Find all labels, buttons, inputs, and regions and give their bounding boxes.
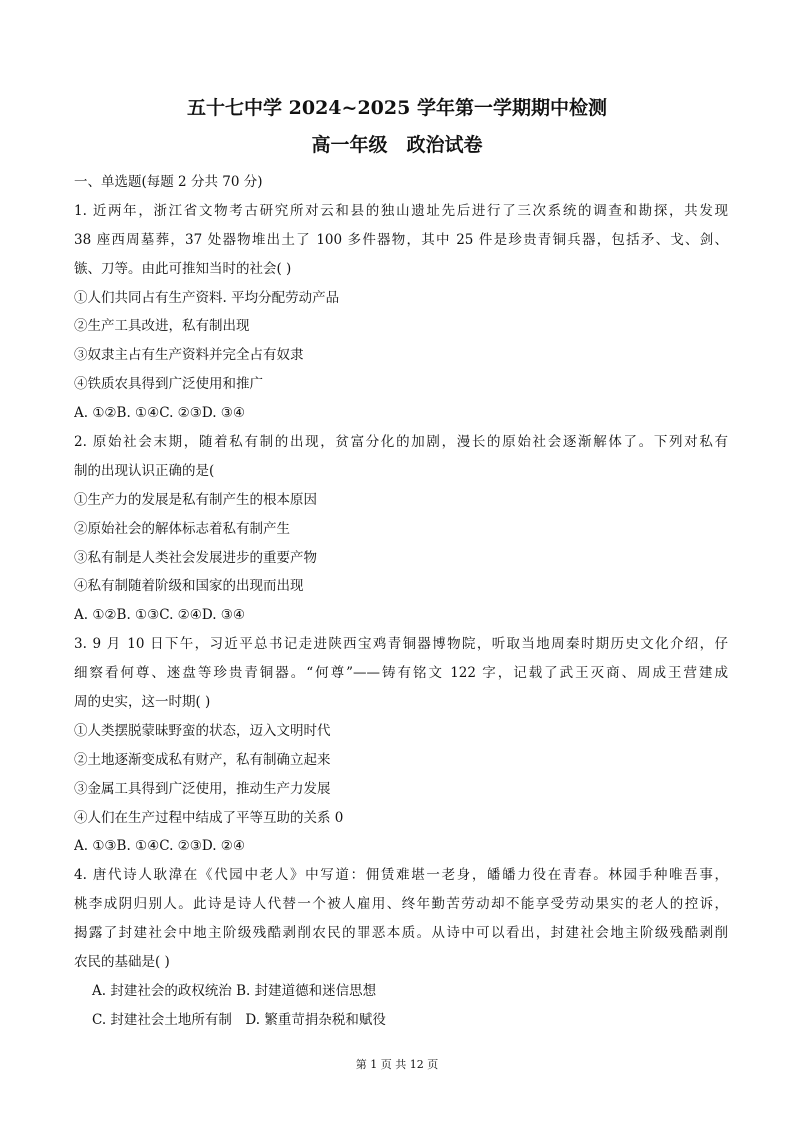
question-stem-line: 揭露了封建社会中地主阶级残酷剥削农民的罪恶本质。从诗中可以看出，封建社会地主阶级残酷剥削 (74, 925, 728, 942)
question-stem-line: 38 座西周墓葬，37 处器物堆出土了 100 多件器物，其中 25 件是珍贵青铜兵器，包括矛、戈、剑、 (74, 231, 728, 248)
statement-item: ①生产力的发展是私有制产生的根本原因 (74, 491, 317, 508)
question-stem-line: 3. 9 月 10 日下午，习近平总书记走进陕西宝鸡青铜器博物院，听取当地周秦时期历史文化介绍，仔 (74, 636, 728, 653)
question-stem-line: 制的出现认识正确的是( (74, 462, 215, 479)
question-stem-line: 细察看何尊、逨盘等珍贵青铜器。“何尊”——铸有铭文 122 字，记载了武王灭商、周成王营建成 (74, 665, 728, 682)
page-number-footer: 第 1 页 共 12 页 (355, 1058, 439, 1071)
answer-options: A. 封建社会的政权统治 B. 封建道德和迷信思想 (92, 982, 377, 999)
exam-title: 五十七中学 2024~2025 学年第一学期期中检测 (187, 97, 607, 119)
statement-item: ③金属工具得到广泛使用，推动生产力发展 (74, 780, 331, 797)
exam-subtitle: 高一年级 政治试卷 (311, 134, 483, 156)
answer-options: A. ①③B. ①④C. ②③D. ②④ (74, 838, 246, 855)
question-stem-line: 4. 唐代诗人耿湋在《代园中老人》中写道：佣赁难堪一老身，皤皤力役在青春。林园手种唯吾事， (74, 867, 728, 884)
question-stem-line: 2. 原始社会末期，随着私有制的出现，贫富分化的加剧，漫长的原始社会逐渐解体了。下列对私有 (74, 434, 728, 451)
statement-item: ②原始社会的解体标志着私有制产生 (74, 520, 290, 537)
statement-item: ②土地逐渐变成私有财产，私有制确立起来 (74, 751, 331, 768)
answer-options: C. 封建社会土地所有制 D. 繁重苛捐杂税和赋役 (92, 1011, 386, 1028)
answer-options: A. ①②B. ①④C. ②③D. ③④ (74, 405, 246, 422)
question-3 (74, 630, 728, 861)
question-4 (74, 861, 728, 1034)
section-heading: 一、单选题(每题 2 分共 70 分) (74, 174, 263, 190)
question-1 (74, 197, 728, 428)
statement-item: ④铁质农具得到广泛使用和推广 (74, 376, 263, 393)
question-stem-line: 桃李成阴归别人。此诗是诗人代替一个被人雇用、终年勤苦劳动却不能享受劳动果实的老人的控诉， (74, 896, 728, 913)
statement-item: ②生产工具改进，私有制出现 (74, 318, 250, 335)
question-stem-line: 农民的基础是( ) (74, 954, 170, 971)
statement-item: ③私有制是人类社会发展进步的重要产物 (74, 549, 317, 566)
statement-item: ③奴隶主占有生产资料并完全占有奴隶 (74, 347, 304, 364)
question-stem-line: 1. 近两年，浙江省文物考古研究所对云和县的独山遗址先后进行了三次系统的调查和勘探，共发现 (74, 202, 728, 219)
exam-content (74, 168, 728, 1035)
statement-item: ④私有制随着阶级和国家的出现而出现 (74, 578, 304, 595)
statement-item: ①人们共同占有生产资料. 平均分配劳动产品 (74, 289, 340, 306)
answer-options: A. ①②B. ①③C. ②④D. ③④ (74, 607, 246, 624)
question-2 (74, 428, 728, 630)
statement-item: ①人类摆脱蒙昧野蛮的状态，迈入文明时代 (74, 722, 331, 739)
question-stem-line: 周的史实，这一时期( ) (74, 694, 211, 711)
question-stem-line: 镞、刀等。由此可推知当时的社会( ) (74, 260, 292, 277)
statement-item: ④人们在生产过程中结成了平等互助的关系 0 (74, 809, 344, 826)
